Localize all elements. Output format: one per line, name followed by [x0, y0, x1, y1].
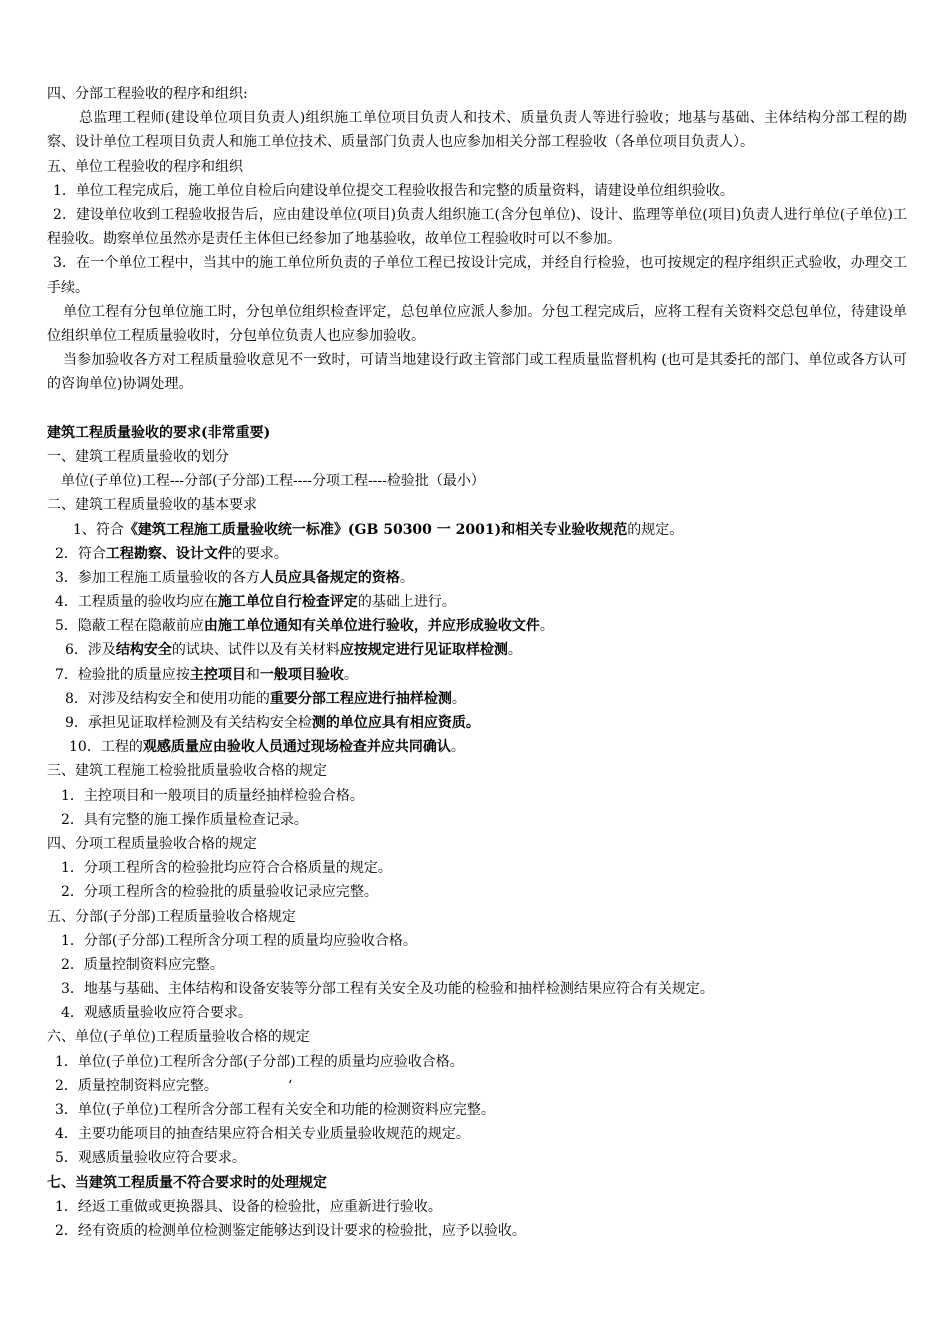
list-item: 2．具有完整的施工操作质量检查记录。	[61, 811, 308, 828]
emphasis: 施工单位自行检查评定	[217, 594, 358, 611]
item-text: 10．工程的	[69, 739, 143, 756]
item-text: 的试块、试件以及有关材料	[171, 642, 340, 659]
item-text: 的要求。	[231, 545, 288, 562]
item-text: 2．符合	[55, 545, 106, 562]
paragraph: 总监理工程师(建设单位项目负责人)组织施工单位项目负责人和技术、质量负责人等进行验收；地基与基础、主体结构分部工程的勘察、设计单位工程项目负责人和施工单位技术、质量部门负责人也应参加相关分部工程验收（各单位项目负责人）。	[47, 110, 907, 151]
list-item: 5．观感质量验收应符合要求。	[55, 1150, 246, 1167]
list-item: 2．建设单位收到工程验收报告后，应由建设单位(项目)负责人组织施工(含分包单位)、设计、监理等单位(项目)负责人进行单位(子单位)工程验收。勘察单位虽然亦是责任主体但已经参加了地基验收，故单位工程验收时可以不参加。	[47, 206, 907, 248]
list-item: 1．经返工重做或更换器具、设备的检验批，应重新进行验收。	[55, 1198, 442, 1215]
emphasis: 测的单位应具有相应资质。	[311, 715, 480, 732]
emphasis: 重要分部工程应进行抽样检测	[269, 690, 452, 707]
section-heading: 一、建筑工程质量验收的划分	[47, 448, 229, 465]
list-item: 2．分项工程所含的检验批的质量验收记录应完整。	[61, 884, 378, 901]
list-item: 2．经有资质的检测单位检测鉴定能够达到设计要求的检验批，应予以验收。	[55, 1222, 526, 1239]
list-item: 1．单位工程完成后，施工单位自检后向建设单位提交工程验收报告和完整的质量资料，请建设单位组织验收。	[53, 182, 734, 199]
item-text: 和	[245, 666, 260, 683]
item-text: 。	[539, 618, 554, 635]
emphasis: 《建筑工程施工质量验收统一标准》(GB 50300 一 2001)和相关专业验收规范	[123, 521, 628, 538]
emphasis: 结构安全	[115, 642, 172, 659]
list-item: 1．主控项目和一般项目的质量经抽样检验合格。	[61, 787, 364, 804]
item-text: 7．检验批的质量应按	[55, 666, 190, 683]
item-text: 9．承担见证取样检测及有关结构安全检	[65, 715, 312, 732]
list-item: 3．在一个单位工程中，当其中的施工单位所负责的子单位工程已按设计完成，并经自行检验，也可按规定的程序组织正式验收，办理交工手续。	[47, 255, 907, 296]
stray-mark: ‘	[287, 1077, 293, 1094]
section-heading: 四、分部工程验收的程序和组织:	[47, 86, 248, 102]
list-item	[47, 687, 907, 711]
section-heading: 三、建筑工程施工检验批质量验收合格的规定	[47, 763, 327, 780]
item-text: 。	[507, 642, 522, 659]
emphasis: 应按规定进行见证取样检测	[339, 642, 508, 659]
emphasis: 由施工单位通知有关单位进行验收，并应形成验收文件	[203, 618, 540, 635]
list-item	[47, 518, 907, 542]
item-text: 4．工程质量的验收均应在	[55, 594, 218, 611]
list-item: 2．质量控制资料应完整。	[61, 956, 224, 973]
list-item: 4．主要功能项目的抽查结果应符合相关专业质量验收规范的规定。	[55, 1126, 470, 1143]
emphasis: 主控项目	[189, 666, 246, 683]
list-item	[47, 542, 907, 566]
list-item	[47, 566, 907, 590]
section-heading: 二、建筑工程质量验收的基本要求	[47, 497, 257, 514]
item-text: 8．对涉及结构安全和使用功能的	[65, 690, 270, 707]
item-text: 。	[343, 666, 358, 683]
item-text: 2．质量控制资料应完整。	[55, 1077, 218, 1094]
list-item	[47, 735, 907, 759]
section-heading: 五、单位工程验收的程序和组织	[47, 158, 243, 175]
list-item	[47, 711, 907, 735]
major-heading: 建筑工程质量验收的要求(非常重要)	[47, 424, 271, 441]
list-item: 3．地基与基础、主体结构和设备安装等分部工程有关安全及功能的检验和抽样检测结果应符合有关规定。	[61, 981, 714, 998]
list-item	[47, 614, 907, 638]
list-item	[47, 638, 907, 662]
list-item: 3．单位(子单位)工程所含分部工程有关安全和功能的检测资料应完整。	[55, 1102, 495, 1119]
section-heading: 四、分项工程质量验收合格的规定	[47, 835, 257, 852]
list-item	[47, 1074, 907, 1098]
division-line: 单位(子单位)工程---分部(子分部)工程----分项工程----检验批（最小）	[61, 473, 485, 490]
item-text: 5．隐蔽工程在隐蔽前应	[55, 618, 204, 635]
item-text: 。	[399, 569, 414, 586]
item-text: 3．参加工程施工质量验收的各方	[55, 569, 260, 586]
item-text: 6．涉及	[65, 642, 116, 659]
paragraph: 单位工程有分包单位施工时，分包单位组织检查评定，总包单位应派人参加。分包工程完成后，应将工程有关资料交总包单位，待建设单位组织单位工程质量验收时，分包单位负责人也应参加验收。	[47, 303, 907, 344]
emphasis: 工程勘察、设计文件	[105, 545, 232, 562]
list-item: 1．分项工程所含的检验批均应符合合格质量的规定。	[61, 860, 392, 877]
emphasis: 一般项目验收	[259, 666, 344, 683]
item-text: 。	[451, 690, 466, 707]
section-heading: 五、分部(子分部)工程质量验收合格规定	[47, 908, 296, 925]
list-item	[47, 590, 907, 614]
paragraph: 当参加验收各方对工程质量验收意见不一致时，可请当地建设行政主管部门或工程质量监督机构 (也可是其委托的部门、单位或各方认可的咨询单位)协调处理。	[47, 352, 907, 393]
list-item	[47, 663, 907, 687]
section-heading: 七、当建筑工程质量不符合要求时的处理规定	[47, 1174, 327, 1191]
item-text: 的规定。	[627, 521, 684, 538]
item-text: 的基础上进行。	[357, 594, 456, 611]
spacer	[47, 397, 907, 421]
list-item: 4．观感质量验收应符合要求。	[61, 1005, 252, 1022]
emphasis: 观感质量应由验收人员通过现场检查并应共同确认	[142, 739, 451, 756]
item-text: 。	[450, 739, 465, 756]
emphasis: 人员应具备规定的资格	[259, 569, 400, 586]
list-item: 1．单位(子单位)工程所含分部(子分部)工程的质量均应验收合格。	[55, 1053, 464, 1070]
list-item: 1．分部(子分部)工程所含分项工程的质量均应验收合格。	[61, 932, 417, 949]
item-text: 1、符合	[73, 521, 124, 538]
document-page	[47, 82, 907, 1243]
section-heading: 六、单位(子单位)工程质量验收合格的规定	[47, 1029, 310, 1046]
